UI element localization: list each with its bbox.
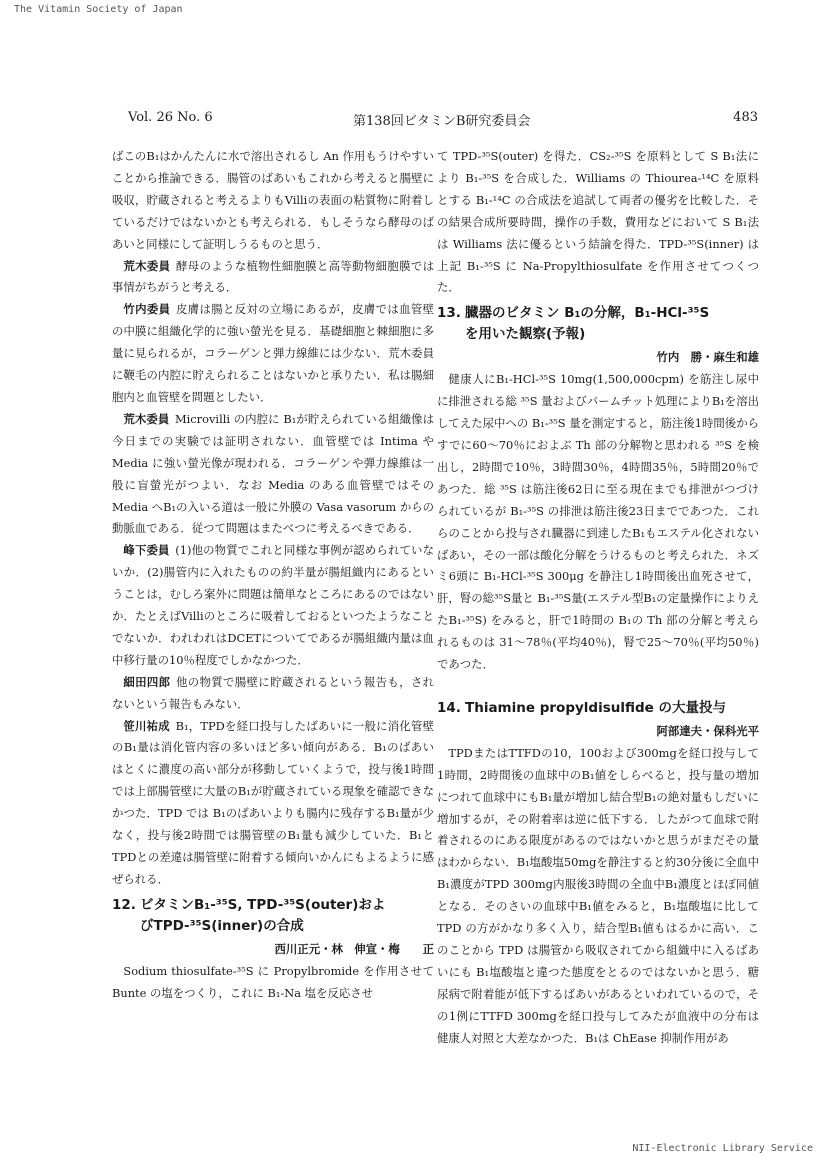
section-number: 14. xyxy=(437,699,461,716)
paragraph: て TPD-³⁵S(outer) を得た．CS₂-³⁵S を原料として S B₁法により B₁-³⁵S を合成した．Williams の Thiourea-¹⁴C を原料とする B₁-¹⁴C の合成法を追試して両者の優劣を比較した．その結果合成所要時間，操作の手数，費用などにおいて S B₁法は Williams 法に優るという結論を得た．TPD-³⁵S(inner) は上記 B₁-³⁵S に Na-Propylthiosulfate を作用させてつくつた． xyxy=(437,149,759,295)
section-number: 12. xyxy=(112,896,136,913)
left-column xyxy=(112,146,434,1005)
speaker-name: 荒木委員 xyxy=(123,411,170,426)
discussion-text: 皮膚は腸と反対の立場にあるが，皮膚では血管壁の中膜に組織化学的に強い螢光を見る．基礎細胞と棘細胞に多量に見られるが，コラーゲンと弾力線維には少ない．荒木委員に鞭毛の内腔に貯えられることはないかと承りたい．私は腸細胞内と血管壁を問題としたい． xyxy=(112,302,434,404)
page-header xyxy=(128,110,758,130)
section-title-line: を用いた観察(予報) xyxy=(465,326,586,343)
section-12-heading xyxy=(112,895,434,937)
section-title-line: びTPD-³⁵S(inner)の合成 xyxy=(140,917,304,934)
speaker-name: 細田四郎 xyxy=(123,674,171,689)
discussion-entry xyxy=(112,299,434,409)
paragraph: 健康人にB₁-HCl-³⁵S 10mg(1,500,000cpm) を筋注し尿中に排泄される総 ³⁵S 量およびパームチット処理によりB₁を溶出してえた尿中への B₁-³⁵S 量を測定すると，筋注後1時間後からすでに60〜70％におよぶ Th 部の分解物と思われる ³⁵S を検出し，2時間で10％，3時間30％，4時間35％，5時間20％であつた．総 ³⁵S は筋注後62日に至る現在までも排泄がつづけられているが B₁-³⁵S の排泄は筋注後23日までであつた．これらのことから投与され臓器に到達したB₁もエステル化されないばあい，その一部は酸化分解をうけるものと考えられた．ネズミ6頭に B₁-HCl-³⁵S 300μg を静注し1時間後出血死させて，肝，腎の総³⁵S量と B₁-³⁵S量(エステル型B₁の定量操作によりえたB₁-³⁵S) をみると，肝で1時間の B₁の Th 部の分解と考えられるものは 31〜78％(平均40％)，腎で25〜70％(平均50％)であつた． xyxy=(437,372,759,672)
discussion-entry xyxy=(112,256,434,300)
discussion-entry xyxy=(112,409,434,540)
discussion-text: 他の物質で腸壁に貯蔵されるという報告も，されないという報告もみない． xyxy=(112,674,434,711)
section-title-line: 臓器のビタミン B₁の分解，B₁-HCl-³⁵S xyxy=(465,305,710,322)
discussion-text: Microvilli の内腔に B₁が貯えられている組織像は今日までの実験では証明されない．血管壁では Intima や Media に強い螢光像が現われる．コラーゲンや弾力線維は一般に盲螢光がつよい．なお Media のある血管壁ではその Media へB₁の入いる道は一般に外膜の Vasa vasorum からの動脈血である．従つて問題はまたべつに考えるべきである． xyxy=(112,411,434,536)
discussion-text: B₁，TPDを経口投与したばあいに一般に消化管壁のB₁量は消化管内容の多いほど多い傾向がある．B₁のばあいはとくに濃度の高い部分が移動していくようで，投与後1時間では上部腸管壁に大量のB₁が貯蔵されている現象を確認できなかつた．TPD では B₁のばあいよりも腸内に残存するB₁量が少なく，投与後2時間では腸管壁のB₁量も減少していた．B₁とTPDとの差違は腸管壁に附着する傾向いかんにもよるように感ぜられる． xyxy=(112,718,434,886)
section-14-heading xyxy=(437,698,759,719)
source-credit-bottom: NII-Electronic Library Service xyxy=(632,1143,813,1154)
discussion-text: (1)他の物質でこれと同様な事例が認められていないか．(2)腸管内に入れたものの約半量が腸組織内にあるということは，むしろ案外に問題は簡単なところにあるのではないか．たとえばVilliのところに吸着しておるといつたようなことでないか．われわれはDCETについてであるが腸組織内量は血中移行量の10％程度でしかなかつた． xyxy=(112,543,434,667)
section-13-heading xyxy=(437,303,759,345)
speaker-name: 峰下委員 xyxy=(123,543,170,558)
section-title-line: ビタミンB₁-³⁵S, TPD-³⁵S(outer)およ xyxy=(140,896,386,913)
running-title: 第138回ビタミンB研究委員会 xyxy=(353,114,531,129)
discussion-entry xyxy=(112,672,434,716)
section-13-authors: 竹内 勝・麻生和雄 xyxy=(656,350,759,365)
section-14-authors: 阿部達夫・保科光平 xyxy=(656,723,759,738)
source-credit-top: The Vitamin Society of Japan xyxy=(14,4,183,15)
section-number: 13. xyxy=(437,305,461,322)
section-12-authors: 西川正元・林 伸宣・梅 正 xyxy=(274,941,434,956)
paragraph: TPDまたはTTFDの10，100および300mgを経口投与して1時間，2時間後の血球中のB₁値をしらべると，投与量の増加につれて血球中にもB₁量が増加し結合型B₁の絶対量もしだいに増加するが，その附着率は逆に低下する．したがつて血球で附着されるのにある限度があるのではないかと思うがまだその量はわからない．B₁塩酸塩50mgを静注すると約30分後に全血中B₁濃度がTPD 300mg内服後3時間の全血中B₁濃度とほぼ同値となる．そのさいの血球中B₁値をみると，B₁塩酸塩に比して TPD の方がかなり多く入り，結合型B₁値もはるかに高い．このことから TPD は腸管から吸収されてから組織中に入るばあいにも B₁塩酸塩と違つた態度をとるのではないかと思う．糖尿病で附着能が低下するばあいがあるといわれているので，その1例にTTFD 300mgを経口投与してみたが血液中の分布は健康人対照と大差なかつた．B₁は ChEase 抑制作用があ xyxy=(437,745,760,1045)
discussion-text: 酵母のような植物性細胞膜と高等動物細胞膜では事情がちがうと考える． xyxy=(112,258,434,295)
speaker-name: 荒木委員 xyxy=(123,258,171,273)
volume-label: Vol. 26 No. 6 xyxy=(128,110,213,125)
paragraph: ばこのB₁はかんたんに水で溶出されるし An 作用もうけやすいことから推論できる．腸管のばあいもこれから考えると腸壁に吸収，貯蔵されると考えるよりもVilliの表面の粘質物に附着しているだけではないかとも考えられる．もしそうなら酵母のばあいと同様にして証明しうるものと思う． xyxy=(112,149,434,251)
paragraph: Sodium thiosulfate-³⁵S に Propylbromide を作用させて Bunte の塩をつくり，これに B₁-Na 塩を反応させ xyxy=(112,963,434,1000)
discussion-entry xyxy=(112,540,434,671)
speaker-name: 竹内委員 xyxy=(123,302,171,317)
speaker-name: 笹川祐成 xyxy=(123,718,170,733)
discussion-entry xyxy=(112,716,434,891)
section-title-line: Thiamine propyldisulfide の大量投与 xyxy=(465,699,726,716)
right-column xyxy=(437,146,759,1050)
page-number: 483 xyxy=(733,110,758,125)
